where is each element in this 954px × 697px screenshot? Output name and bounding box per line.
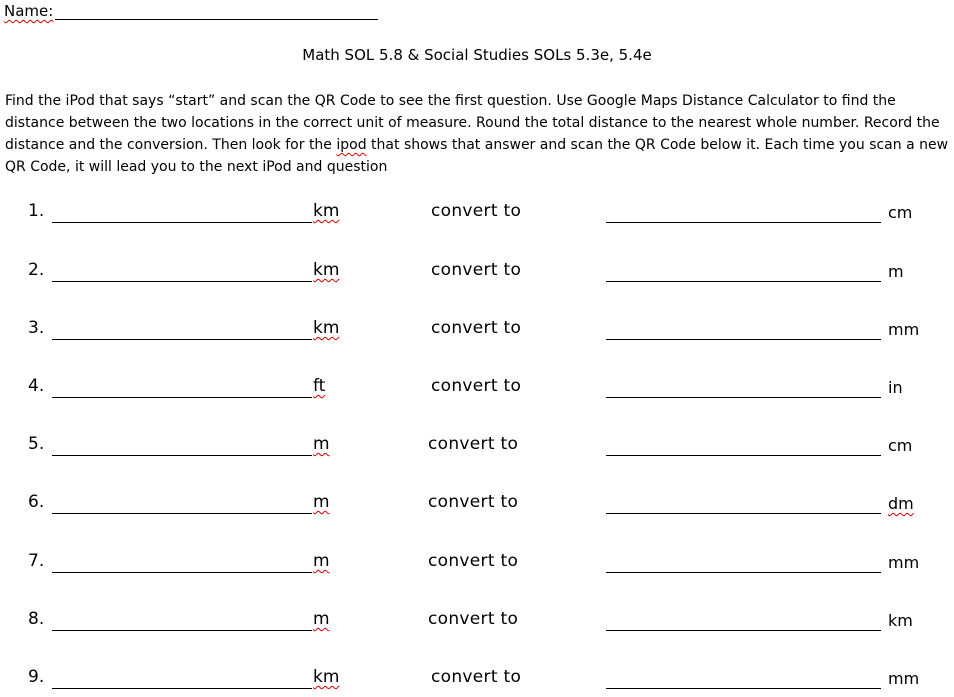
question-row-1 bbox=[0, 201, 954, 231]
conversion-answer-line[interactable] bbox=[606, 222, 881, 223]
name-blank-line[interactable] bbox=[55, 4, 378, 20]
name-field bbox=[4, 2, 378, 20]
question-number: 6. bbox=[28, 492, 45, 512]
conversion-answer-line[interactable] bbox=[606, 281, 881, 282]
conversion-answer-line[interactable] bbox=[606, 688, 881, 689]
instructions-ipod-word: ipod bbox=[336, 137, 367, 153]
convert-to-label: convert to bbox=[431, 318, 522, 338]
question-row-2 bbox=[0, 260, 954, 290]
distance-answer-line[interactable] bbox=[52, 281, 312, 282]
instructions-paragraph bbox=[5, 90, 950, 178]
question-row-7 bbox=[0, 551, 954, 581]
from-unit: km bbox=[313, 667, 340, 687]
distance-answer-line[interactable] bbox=[52, 222, 312, 223]
question-number: 9. bbox=[28, 667, 45, 687]
from-unit: m bbox=[313, 434, 330, 454]
from-unit: ft bbox=[313, 376, 326, 396]
instructions-text-part1: Find the iPod that says “start” and scan the QR Code to see the first question. Use Google Maps Distance Calculator to find the distance between the two locations in the correct unit of measure. Round the total distance to the nearest whole number. Record the distance and the conversion. Then look for the bbox=[5, 93, 940, 153]
convert-to-label: convert to bbox=[431, 201, 522, 221]
conversion-answer-line[interactable] bbox=[606, 339, 881, 340]
conversion-answer-line[interactable] bbox=[606, 572, 881, 573]
distance-answer-line[interactable] bbox=[52, 339, 312, 340]
conversion-answer-line[interactable] bbox=[606, 397, 881, 398]
question-number: 3. bbox=[28, 318, 45, 338]
convert-to-label: convert to bbox=[428, 609, 519, 629]
distance-answer-line[interactable] bbox=[52, 455, 312, 456]
to-unit: dm bbox=[888, 494, 914, 513]
question-number: 2. bbox=[28, 260, 45, 280]
question-number: 7. bbox=[28, 551, 45, 571]
convert-to-label: convert to bbox=[428, 551, 519, 571]
to-unit: m bbox=[888, 262, 904, 281]
question-row-4 bbox=[0, 376, 954, 406]
name-label: Name: bbox=[4, 2, 54, 20]
convert-to-label: convert to bbox=[431, 376, 522, 396]
to-unit: in bbox=[888, 378, 903, 397]
to-unit: cm bbox=[888, 203, 913, 222]
distance-answer-line[interactable] bbox=[52, 513, 312, 514]
convert-to-label: convert to bbox=[428, 492, 519, 512]
from-unit: km bbox=[313, 318, 340, 338]
to-unit: mm bbox=[888, 320, 920, 339]
instructions-text-part2: that shows that answer and scan the QR Code below it. Each time you scan a new QR Code, it will lead you to the next iPod and question bbox=[5, 137, 949, 175]
to-unit: mm bbox=[888, 553, 920, 572]
question-row-8 bbox=[0, 609, 954, 639]
convert-to-label: convert to bbox=[428, 434, 519, 454]
conversion-answer-line[interactable] bbox=[606, 630, 881, 631]
question-row-9 bbox=[0, 667, 954, 697]
from-unit: km bbox=[313, 260, 340, 280]
distance-answer-line[interactable] bbox=[52, 688, 312, 689]
page-title: Math SOL 5.8 & Social Studies SOLs 5.3e, 5.4e bbox=[302, 46, 652, 64]
convert-to-label: convert to bbox=[431, 260, 522, 280]
from-unit: km bbox=[313, 201, 340, 221]
question-number: 8. bbox=[28, 609, 45, 629]
distance-answer-line[interactable] bbox=[52, 630, 312, 631]
from-unit: m bbox=[313, 551, 330, 571]
to-unit: km bbox=[888, 611, 913, 630]
question-number: 1. bbox=[28, 201, 45, 221]
distance-answer-line[interactable] bbox=[52, 572, 312, 573]
conversion-answer-line[interactable] bbox=[606, 513, 881, 514]
distance-answer-line[interactable] bbox=[52, 397, 312, 398]
question-row-5 bbox=[0, 434, 954, 464]
from-unit: m bbox=[313, 492, 330, 512]
question-row-6 bbox=[0, 492, 954, 522]
to-unit: cm bbox=[888, 436, 913, 455]
convert-to-label: convert to bbox=[431, 667, 522, 687]
from-unit: m bbox=[313, 609, 330, 629]
conversion-answer-line[interactable] bbox=[606, 455, 881, 456]
question-row-3 bbox=[0, 318, 954, 348]
question-number: 5. bbox=[28, 434, 45, 454]
question-number: 4. bbox=[28, 376, 45, 396]
to-unit: mm bbox=[888, 669, 920, 688]
